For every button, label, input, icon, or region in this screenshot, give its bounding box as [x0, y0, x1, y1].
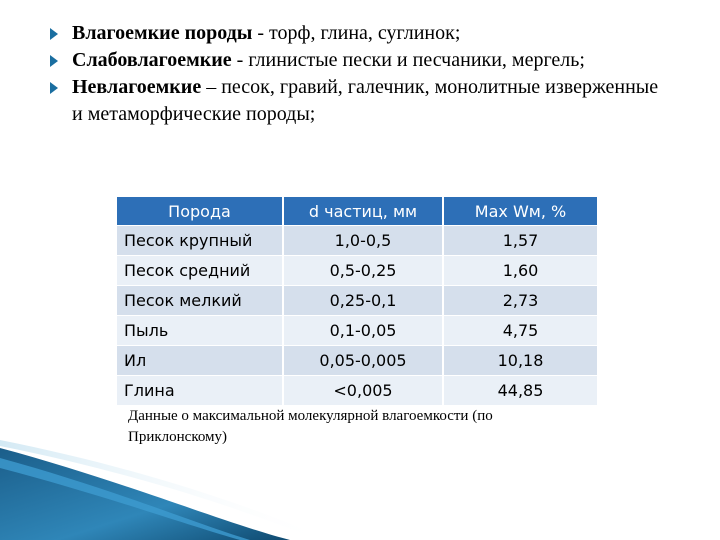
rock-cell: Ил — [117, 345, 284, 375]
rock-cell: Глина — [117, 375, 284, 405]
size-cell: 0,5-0,25 — [284, 255, 444, 285]
table-row — [117, 315, 597, 345]
bullet-item — [50, 20, 670, 47]
table-row — [117, 225, 597, 255]
table-row — [117, 285, 597, 315]
table-row — [117, 345, 597, 375]
triangle-bullet-icon — [50, 55, 58, 67]
table-row — [117, 375, 597, 405]
bullet-term: Невлагоемкие — [72, 76, 202, 98]
header-max-capacity: Max Wм, % — [444, 197, 597, 225]
capacity-cell: 1,60 — [444, 255, 597, 285]
bullet-text: – песок, гравий, галечник, монолитные изверженные и метаморфические породы; — [72, 76, 659, 125]
capacity-cell: 44,85 — [444, 375, 597, 405]
bullet-term: Влагоемкие породы — [72, 22, 253, 44]
capacity-cell: 1,57 — [444, 225, 597, 255]
size-cell: 0,1-0,05 — [284, 315, 444, 345]
bullet-text: - глинистые пески и песчаники, мергель; — [231, 49, 585, 71]
decorative-corner-swoosh — [0, 440, 720, 540]
size-cell: 0,25-0,1 — [284, 285, 444, 315]
header-rock: Порода — [117, 197, 284, 225]
rock-cell: Песок крупный — [117, 225, 284, 255]
rock-cell: Пыль — [117, 315, 284, 345]
bullet-list — [50, 20, 670, 128]
table-row — [117, 255, 597, 285]
capacity-cell: 4,75 — [444, 315, 597, 345]
table-header-row — [117, 197, 597, 225]
table-caption: Данные о максимальной молекулярной влагоемкости (по Приклонскому) — [128, 408, 493, 445]
size-cell: <0,005 — [284, 375, 444, 405]
bullet-item — [50, 47, 670, 74]
triangle-bullet-icon — [50, 28, 58, 40]
size-cell: 1,0-0,5 — [284, 225, 444, 255]
triangle-bullet-icon — [50, 82, 58, 94]
bullet-term: Слабовлагоемкие — [72, 49, 232, 71]
size-cell: 0,05-0,005 — [284, 345, 444, 375]
bullet-text: - торф, глина, суглинок; — [252, 22, 461, 44]
bullet-item — [50, 74, 670, 128]
capacity-cell: 2,73 — [444, 285, 597, 315]
header-particle-size: d частиц, мм — [284, 197, 444, 225]
capacity-cell: 10,18 — [444, 345, 597, 375]
water-capacity-table — [117, 197, 597, 405]
rock-cell: Песок средний — [117, 255, 284, 285]
rock-cell: Песок мелкий — [117, 285, 284, 315]
